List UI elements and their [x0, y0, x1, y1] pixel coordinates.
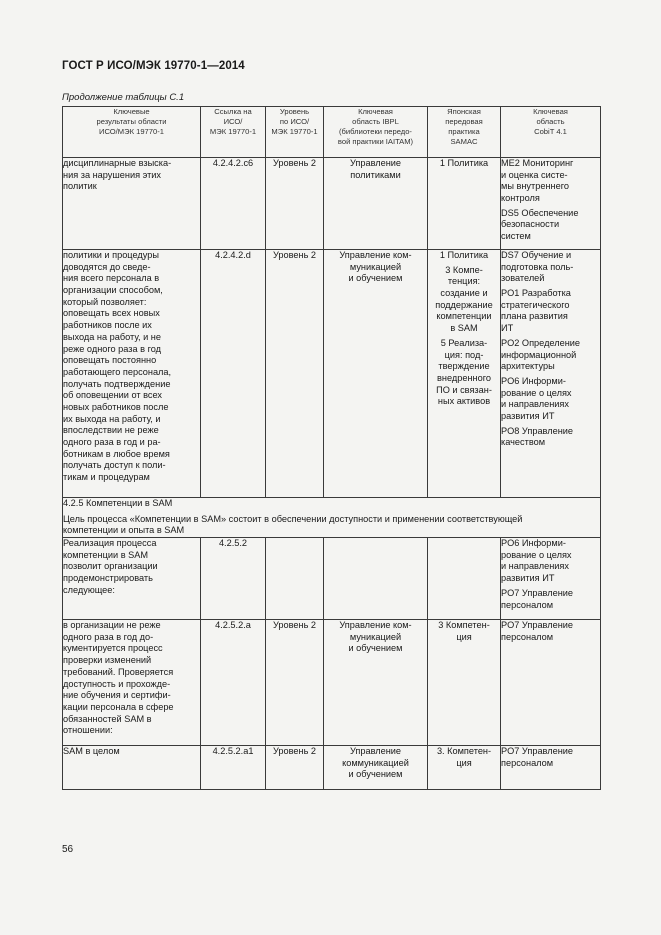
table-header-row [63, 107, 601, 158]
text-line: контроля [501, 193, 540, 204]
text-line: 3 Компе- [445, 264, 483, 275]
column-header-results [63, 107, 201, 158]
page-number: 56 [62, 844, 74, 855]
reference-cell: 4.2.5.2.a [201, 620, 266, 746]
level-cell: Уровень 2 [266, 250, 324, 498]
cobit-cell [501, 250, 601, 498]
text-line: и направлениях [501, 561, 569, 572]
text-line: Реализация процесса [63, 538, 157, 549]
column-header-samac [428, 107, 501, 158]
samac-cell [428, 158, 501, 250]
column-header-cobit [501, 107, 601, 158]
text-line: рование о целях [501, 387, 572, 398]
text-line: PO1 Разработка [501, 288, 571, 299]
text-line: PO7 Управление [501, 587, 574, 598]
level-cell: Уровень 2 [266, 158, 324, 250]
text-line: оповещать всех новых [63, 308, 160, 319]
table-row [63, 158, 601, 250]
text-line: SAM в целом [63, 746, 120, 757]
text-line: 5 Реализа- [440, 337, 488, 348]
text-line: Ключевая [358, 107, 393, 116]
reference-cell: 4.2.5.2 [201, 538, 266, 620]
text-line: об оповещении от всех [63, 390, 163, 401]
text-line: одного раза в год до- [63, 631, 154, 642]
text-line: по ИСО/ [279, 116, 310, 126]
text-line: результаты области [96, 116, 167, 126]
text-line: в SAM [450, 323, 478, 334]
text-line: поддержание [435, 299, 493, 310]
text-line: кументируется процесс [63, 643, 163, 654]
text-line: МЭК 19770-1 [209, 126, 257, 136]
text-line: и оценка систе- [501, 169, 568, 180]
cell-paragraph [428, 338, 500, 408]
result-cell [63, 620, 201, 746]
text-line: оповещать постоянно [63, 355, 157, 366]
text-line: дисциплинарные взыска- [63, 158, 172, 168]
text-line: Японская [447, 107, 481, 116]
text-line: политики и процедуры [63, 250, 159, 260]
cobit-cell [501, 158, 601, 250]
correspondence-table [62, 106, 601, 790]
text-line: архитектуры [501, 361, 555, 372]
text-line: PO2 Определение [501, 337, 581, 348]
result-cell [63, 746, 201, 790]
ibpl-cell [324, 620, 428, 746]
cell-paragraph [501, 288, 600, 335]
text-line: Управление ком- [339, 250, 412, 260]
cobit-cell [501, 538, 601, 620]
text-line: который позволяет: [63, 296, 147, 307]
text-line: качеством [501, 437, 546, 448]
cell-paragraph [428, 265, 500, 335]
text-line: и направлениях [501, 399, 569, 410]
cell-paragraph [501, 426, 600, 449]
text-line: создание и [440, 288, 488, 299]
text-line: DS5 Обеспечение [501, 207, 579, 218]
cell-paragraph [501, 746, 600, 769]
text-line: ция [456, 631, 472, 642]
text-line: PO7 Управление [501, 746, 574, 757]
text-line: DS7 Обучение и [501, 250, 572, 260]
table-row [63, 538, 601, 620]
text-line: муникацией [349, 631, 402, 642]
text-line: политик [63, 181, 97, 192]
text-line: ния всего персонала в [63, 273, 160, 284]
text-line: позволит организации [63, 561, 158, 572]
reference-cell: 4.2.4.2.d [201, 250, 266, 498]
text-line: компетенции [436, 311, 492, 322]
text-line: тенция: [447, 276, 481, 287]
cell-paragraph [501, 250, 600, 285]
column-header-reference [201, 107, 266, 158]
cell-paragraph [501, 620, 600, 643]
reference-cell: 4.2.5.2.a1 [201, 746, 266, 790]
text-line: тверждение [438, 361, 490, 372]
text-line: впоследствии не реже [63, 425, 159, 436]
text-line: кации персонала в сфере [63, 701, 174, 712]
result-cell [63, 538, 201, 620]
level-cell: Уровень 2 [266, 620, 324, 746]
section-description [63, 514, 600, 537]
text-line: персоналом [501, 599, 554, 610]
samac-cell [428, 538, 501, 620]
result-cell [63, 250, 201, 498]
text-line: тикам и процедурам [63, 472, 150, 483]
text-line: Ссылка на [214, 107, 252, 116]
text-line: обязанностей SAM в [63, 713, 152, 724]
text-line: МЭК 19770-1 [271, 126, 318, 136]
samac-cell [428, 620, 501, 746]
text-line: (библиотеки передо- [339, 126, 412, 136]
text-line: организации способом, [63, 285, 163, 296]
text-line: развития ИТ [501, 573, 555, 584]
text-line: безопасности [501, 219, 560, 230]
text-line: и обучением [348, 273, 403, 284]
cell-paragraph [501, 158, 600, 205]
ibpl-cell [324, 746, 428, 790]
cell-paragraph [501, 338, 600, 373]
text-line: компетенции и опыта в SAM [63, 525, 185, 536]
text-line: подготовка поль- [501, 261, 574, 272]
cobit-cell [501, 620, 601, 746]
text-line: PO7 Управление [501, 620, 574, 631]
table-row [63, 746, 601, 790]
cell-paragraph [501, 588, 600, 611]
table-row [63, 250, 601, 498]
table-caption: Продолжение таблицы С.1 [62, 92, 185, 103]
cell-paragraph [428, 158, 500, 170]
text-line: область [536, 116, 565, 126]
text-line: мы внутреннего [501, 181, 569, 192]
reference-cell: 4.2.4.2.c6 [201, 158, 266, 250]
column-header-level [266, 107, 324, 158]
text-line: политиками [350, 169, 401, 180]
text-line: ния за нарушения этих [63, 169, 162, 180]
table-row [63, 620, 601, 746]
text-line: область IBPL [352, 116, 399, 126]
text-line: компетенции в SAM [63, 549, 149, 560]
text-line: плана развития [501, 311, 568, 322]
text-line: ние обучения и сертифи- [63, 690, 171, 701]
level-cell: Уровень 2 [266, 746, 324, 790]
text-line: Управление ком- [339, 620, 412, 631]
text-line: ME2 Мониторинг [501, 158, 574, 168]
text-line: передовая [445, 116, 483, 126]
cell-paragraph [501, 538, 600, 585]
text-line: получать доступ к поли- [63, 460, 166, 471]
text-line: персоналом [501, 757, 554, 768]
text-line: доводятся до сведе- [63, 261, 151, 272]
section-cell [63, 498, 601, 538]
text-line: следующее: [63, 584, 115, 595]
text-line: работающего персонала, [63, 366, 172, 377]
text-line: практика [448, 126, 480, 136]
text-line: 3. Компетен- [436, 746, 492, 757]
level-cell [266, 538, 324, 620]
text-line: систем [501, 231, 531, 242]
text-line: зователей [501, 273, 545, 284]
ibpl-cell [324, 158, 428, 250]
text-line: работников после их [63, 320, 152, 331]
text-line: и обучением [348, 643, 403, 654]
text-line: вой практики IAITAM) [337, 136, 414, 146]
text-line: ПО и связан- [436, 384, 492, 395]
samac-cell [428, 746, 501, 790]
section-row [63, 498, 601, 538]
text-line: реже одного раза в год [63, 343, 162, 354]
cobit-cell [501, 746, 601, 790]
ibpl-cell [324, 250, 428, 498]
text-line: Управление [349, 746, 402, 757]
text-line: выхода на работу, и не [63, 331, 161, 342]
text-line: и обучением [348, 769, 403, 780]
text-line: внедренного [437, 372, 491, 383]
text-line: PO8 Управление [501, 425, 574, 436]
ibpl-cell [324, 538, 428, 620]
text-line: Ключевая [533, 107, 568, 116]
text-line: PO6 Информи- [501, 538, 566, 549]
text-line: PO6 Информи- [501, 375, 566, 386]
text-line: проверки изменений [63, 655, 152, 666]
text-line: продемонстрировать [63, 573, 153, 584]
cell-paragraph [501, 208, 600, 243]
text-line: в организации не реже [63, 620, 161, 631]
text-line: ботникам в любое время [63, 448, 170, 459]
text-line: требований. Проверяется [63, 666, 174, 677]
text-line: 1 Политика [439, 250, 489, 260]
text-line: Цель процесса «Компетенции в SAM» состоит в обеспечении доступности и применении соответствующей [63, 513, 523, 524]
text-line: ИСО/ [223, 116, 243, 126]
samac-cell [428, 250, 501, 498]
text-line: персоналом [501, 631, 554, 642]
text-line: CobiT 4.1 [534, 126, 567, 136]
text-line: SAMAC [450, 136, 478, 146]
text-line: ция [456, 757, 472, 768]
text-line: информационной [501, 349, 577, 360]
text-line: доступность и прохожде- [63, 678, 171, 689]
text-line: одного раза в год и ра- [63, 437, 161, 447]
text-line: ИТ [501, 323, 514, 334]
text-line: ция: под- [444, 349, 484, 360]
result-cell [63, 158, 201, 250]
text-line: 1 Политика [439, 158, 489, 168]
cell-paragraph [428, 746, 500, 769]
column-header-ibpl [324, 107, 428, 158]
text-line: развития ИТ [501, 410, 555, 421]
text-line: отношении: [63, 725, 113, 736]
text-line: получать подтверждение [63, 378, 171, 389]
text-line: ИСО/МЭК 19770-1 [99, 126, 164, 136]
text-line: их выхода на работу, и [63, 413, 161, 424]
cell-paragraph [428, 620, 500, 643]
text-line: Уровень [279, 107, 310, 116]
cell-paragraph [501, 376, 600, 423]
text-line: новых работников после [63, 401, 169, 412]
text-line: Ключевые [113, 107, 150, 116]
text-line: стратегического [501, 299, 570, 310]
text-line: ных активов [437, 396, 491, 407]
text-line: муникацией [349, 261, 402, 272]
document-header-title: ГОСТ Р ИСО/МЭК 19770-1—2014 [62, 60, 245, 72]
text-line: 3 Компетен- [438, 620, 490, 631]
text-line: коммуникацией [342, 757, 409, 768]
section-title: 4.2.5 Компетенции в SAM [63, 498, 173, 508]
text-line: Управление [349, 158, 402, 168]
cell-paragraph [428, 250, 500, 262]
text-line: рование о целях [501, 549, 572, 560]
